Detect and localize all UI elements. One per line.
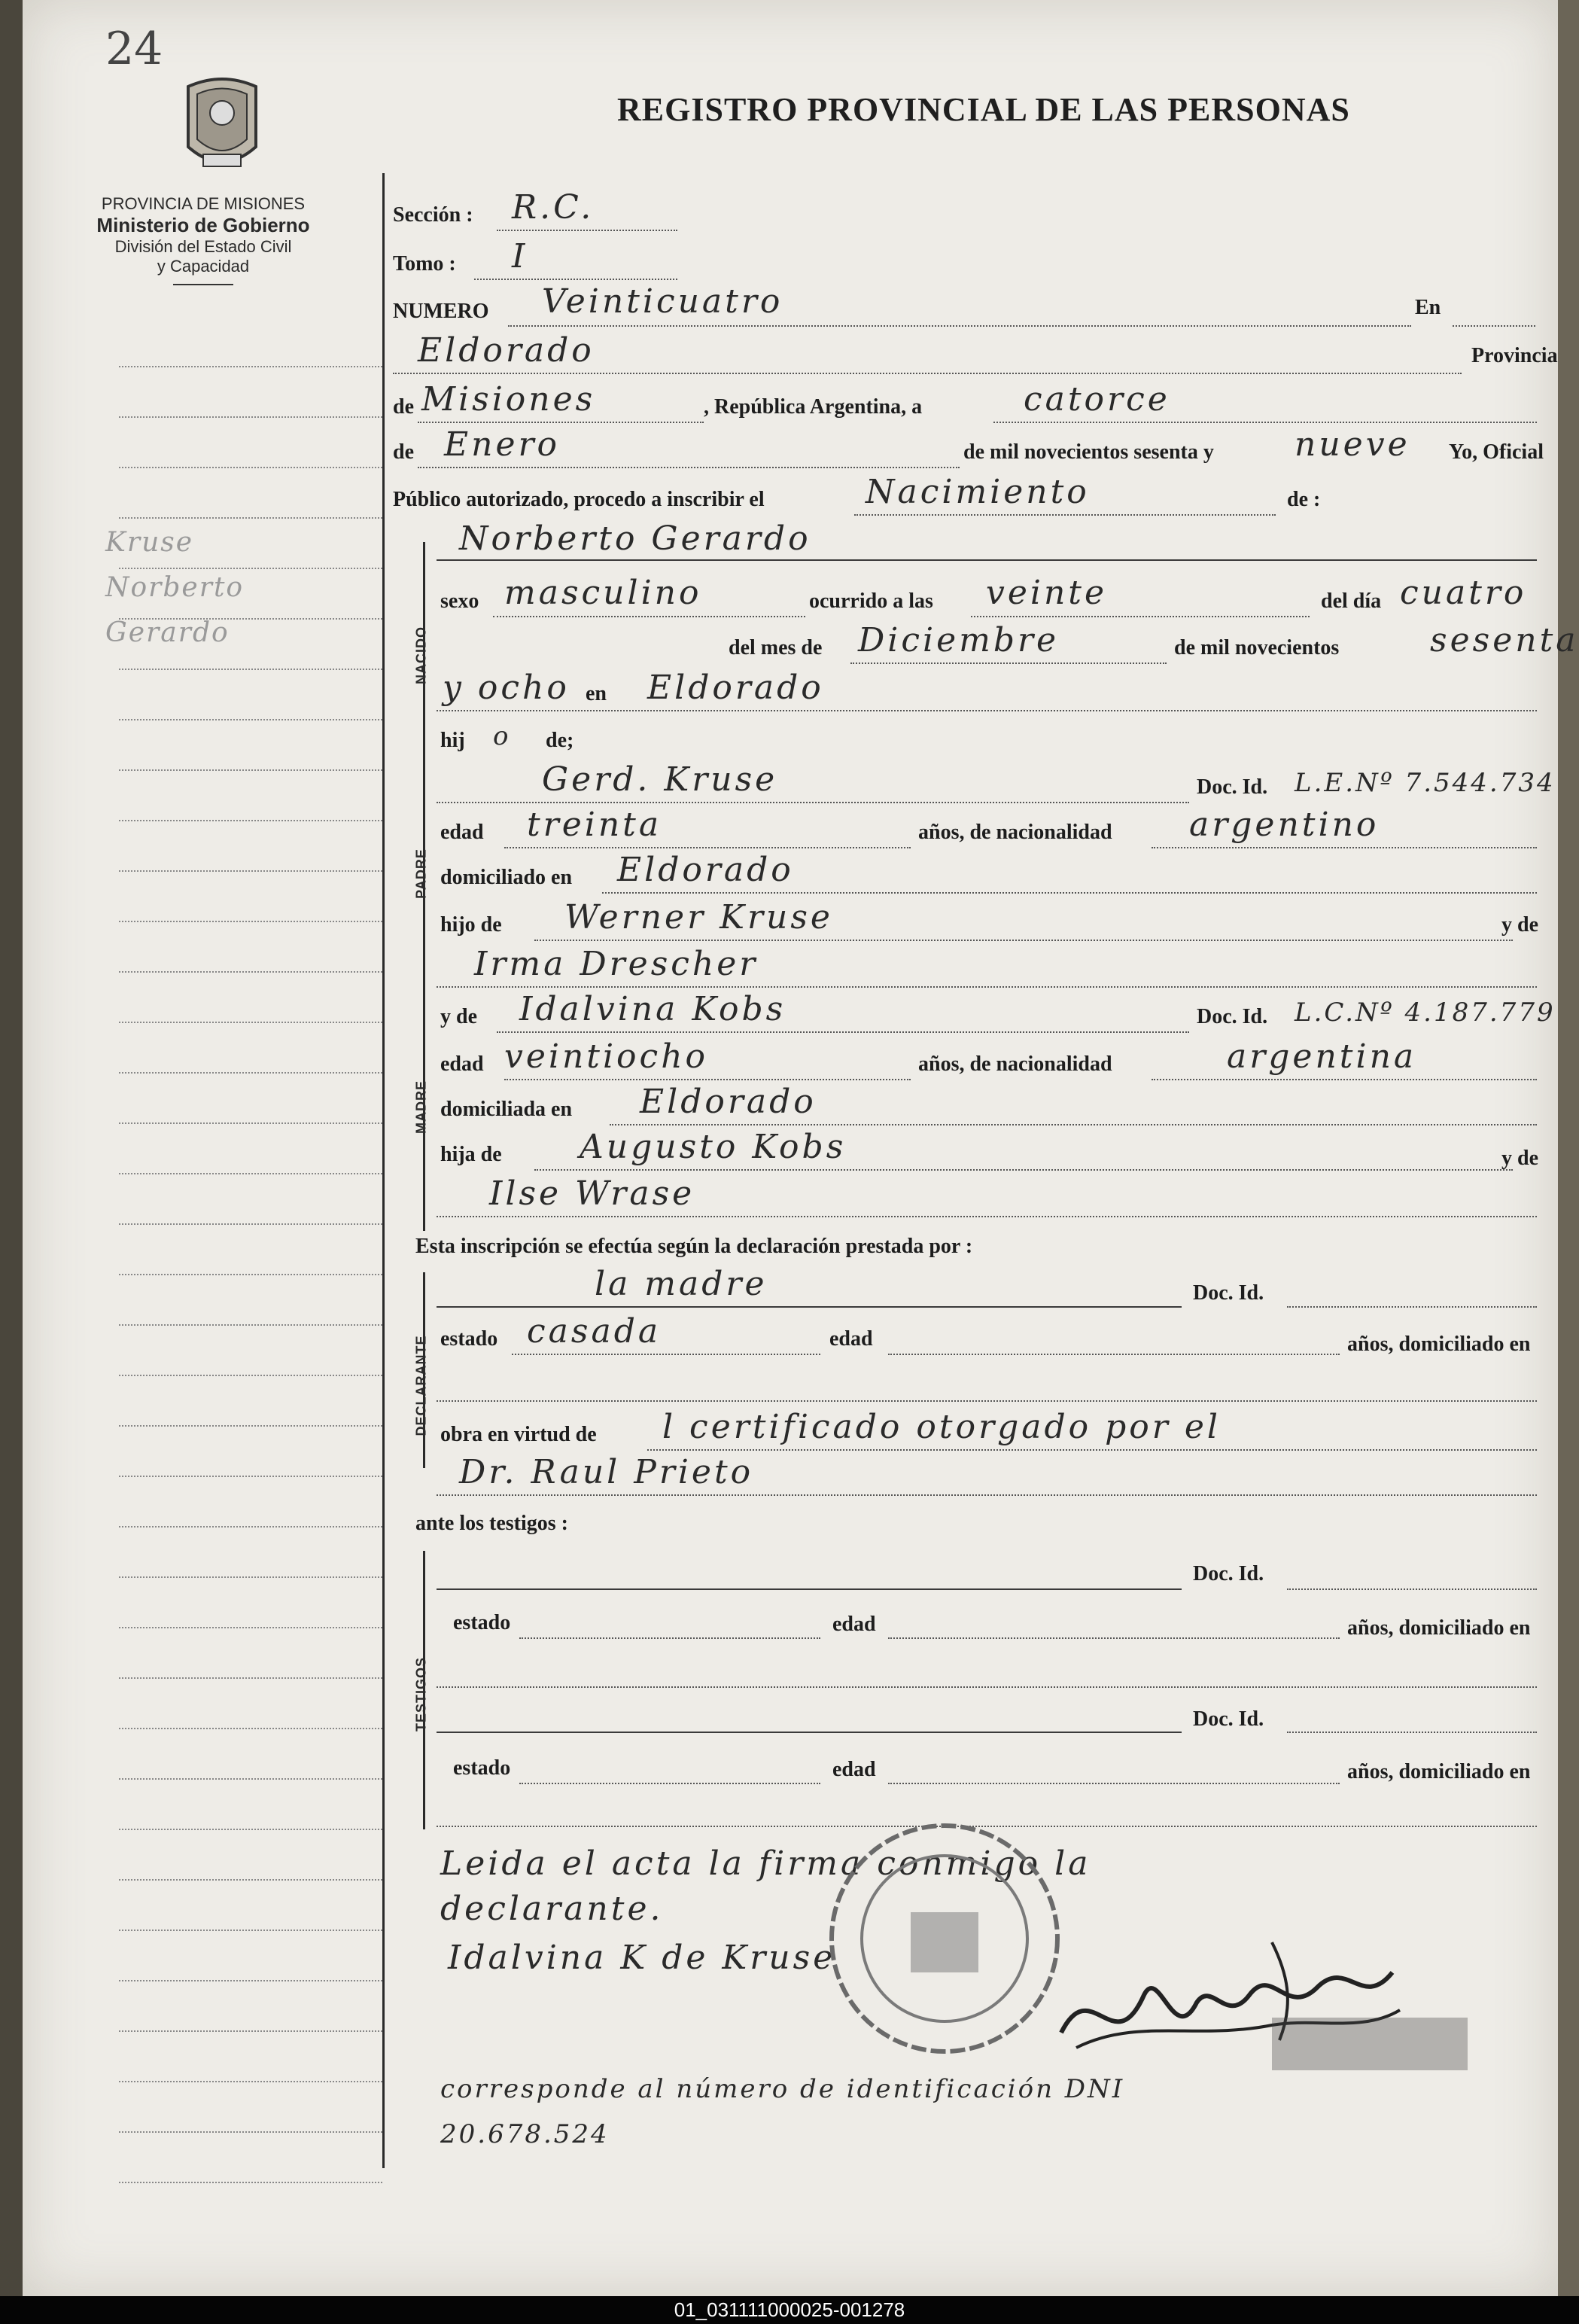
page-number: 24 — [105, 23, 163, 75]
value-dia-letra: catorce — [1024, 380, 1170, 419]
label-testigo2-doc: Doc. Id. — [1193, 1707, 1264, 1731]
label-padre-hijo-de: hijo de — [440, 913, 502, 937]
label-madre-hija-de: hija de — [440, 1143, 502, 1166]
value-padre-nombre: Gerd. Kruse — [542, 760, 778, 799]
value-lugar: Eldorado — [418, 331, 595, 370]
division-name: División del Estado Civil — [114, 237, 292, 256]
value-padre-doc: L.E.Nº 7.544.734 — [1295, 768, 1556, 798]
document-title: REGISTRO PROVINCIAL DE LAS PERSONAS — [617, 91, 1350, 128]
section-label-padre: PADRE — [413, 848, 429, 899]
division-name-2: y Capacidad — [157, 257, 250, 276]
value-padre-dom: Eldorado — [617, 851, 794, 889]
ministry-name: Ministerio de Gobierno — [96, 214, 310, 236]
margin-note-name-1: Norberto — [105, 572, 245, 603]
section-label-declarante: DECLARANTE — [413, 1335, 429, 1436]
value-nota-2: 20.678.524 — [440, 2119, 610, 2149]
value-anio-nac-1: sesenta — [1430, 621, 1579, 659]
label-testigo2-anos-dom: años, domiciliado en — [1347, 1760, 1531, 1783]
label-tomo: Tomo : — [393, 252, 456, 276]
value-padre-madre: Irma Drescher — [474, 945, 759, 983]
value-dia-nac: cuatro — [1400, 574, 1527, 612]
value-padre-padre: Werner Kruse — [564, 898, 833, 937]
value-nota-1: corresponde al número de identificación DNI — [440, 2074, 1125, 2104]
secondary-stamp — [1272, 2018, 1468, 2070]
book-edge — [1558, 0, 1579, 2324]
value-lugar-nac: Eldorado — [647, 669, 824, 707]
value-madre-madre: Ilse Wrase — [489, 1174, 695, 1213]
value-sexo: masculino — [504, 574, 702, 612]
label-ante-testigos: ante los testigos : — [415, 1512, 568, 1535]
value-obra-2: Dr. Raul Prieto — [459, 1453, 754, 1491]
label-numero: NUMERO — [393, 300, 489, 323]
value-seccion: R.C. — [512, 188, 595, 227]
divider — [173, 284, 233, 285]
label-padre-doc: Doc. Id. — [1197, 775, 1268, 799]
issuing-authority — [75, 194, 331, 285]
label-madre-y-de-2: y de — [1501, 1147, 1538, 1170]
label-madre-dom: domiciliada en — [440, 1098, 573, 1121]
label-padre-nac: años, de nacionalidad — [918, 821, 1112, 844]
value-mes-nac: Diciembre — [858, 621, 1060, 659]
value-hora: veinte — [986, 574, 1108, 612]
value-padre-nac: argentino — [1189, 806, 1380, 844]
label-declarante-anos-dom: años, domiciliado en — [1347, 1333, 1531, 1356]
label-de-colon: de : — [1287, 488, 1321, 511]
value-madre-doc: L.C.Nº 4.187.779 — [1295, 998, 1556, 1028]
label-hij: hij — [440, 729, 465, 752]
label-ocurrido: ocurrido a las — [809, 589, 933, 613]
label-en-lower: en — [586, 682, 607, 705]
label-madre-nac: años, de nacionalidad — [918, 1052, 1112, 1076]
label-de-mil-nov: de mil novecientos — [1174, 636, 1340, 659]
label-madre-edad: edad — [440, 1052, 484, 1076]
value-anio: nueve — [1295, 425, 1410, 464]
label-de-semicolon: de; — [546, 729, 574, 752]
label-del-dia: del día — [1321, 589, 1382, 613]
label-padre-y-de: y de — [1501, 913, 1538, 937]
label-de-2: de — [393, 440, 414, 464]
label-del-mes: del mes de — [729, 636, 823, 659]
value-madre-edad: veintiocho — [504, 1037, 709, 1076]
label-testigo2-edad: edad — [832, 1758, 876, 1781]
value-declarante: la madre — [595, 1265, 768, 1303]
value-madre-padre: Augusto Kobs — [580, 1128, 847, 1166]
value-mes: Enero — [444, 425, 561, 464]
label-obra: obra en virtud de — [440, 1423, 597, 1446]
label-en: En — [1415, 296, 1441, 319]
label-madre-y-de: y de — [440, 1005, 477, 1028]
value-nombre: Norberto Gerardo — [459, 519, 811, 558]
value-tomo: I — [512, 237, 528, 276]
value-padre-edad: treinta — [527, 806, 662, 844]
label-yo-oficial: Yo, Oficial — [1449, 440, 1544, 464]
label-republica: , República Argentina, a — [704, 395, 923, 419]
label-de-1: de — [393, 395, 414, 419]
value-declarante-estado: casada — [527, 1312, 662, 1351]
label-testigo1-doc: Doc. Id. — [1193, 1562, 1264, 1585]
label-declarante-edad: edad — [829, 1327, 873, 1351]
label-padre-edad: edad — [440, 821, 484, 844]
official-stamp — [820, 1814, 1069, 2063]
label-padre-dom: domiciliado en — [440, 866, 573, 889]
margin-note-surname: Kruse — [105, 527, 194, 558]
coat-of-arms-seal — [181, 72, 263, 177]
value-madre-nombre: Idalvina Kobs — [519, 990, 786, 1028]
value-firma-declarante: Idalvina K de Kruse — [448, 1939, 836, 1977]
label-testigo1-edad: edad — [832, 1613, 876, 1636]
book-binding — [0, 0, 23, 2324]
image-id-bar: 01_031111000025-001278 — [0, 2296, 1579, 2324]
section-label-nacido: NACIDO — [413, 626, 429, 684]
value-cierre-2: declarante. — [440, 1890, 664, 1928]
value-madre-nac: argentina — [1227, 1037, 1417, 1076]
margin-note-name-2: Gerardo — [105, 617, 230, 648]
label-testigo2-estado: estado — [453, 1756, 511, 1780]
label-seccion: Sección : — [393, 203, 473, 227]
label-de-mil: de mil novecientos sesenta y — [963, 440, 1214, 464]
register-page — [23, 0, 1579, 2296]
label-declarante-doc: Doc. Id. — [1193, 1281, 1264, 1305]
value-provincia: Misiones — [421, 380, 596, 419]
label-madre-doc: Doc. Id. — [1197, 1005, 1268, 1028]
province-name: PROVINCIA DE MISIONES — [101, 194, 306, 213]
label-testigo1-anos-dom: años, domiciliado en — [1347, 1616, 1531, 1640]
label-publico: Público autorizado, procedo a inscribir el — [393, 488, 765, 511]
label-declarante-estado: estado — [440, 1327, 498, 1351]
section-label-testigos: TESTIGOS — [413, 1657, 429, 1732]
label-provincia: Provincia — [1471, 344, 1558, 367]
value-numero: Veinticuatro — [542, 282, 783, 321]
value-hij-suffix: o — [493, 721, 511, 751]
value-acto: Nacimiento — [866, 473, 1090, 511]
value-madre-dom: Eldorado — [640, 1083, 817, 1121]
label-esta-inscripcion: Esta inscripción se efectúa según la declaración prestada por : — [415, 1235, 973, 1258]
label-sexo: sexo — [440, 589, 479, 613]
main-vertical-rule — [382, 173, 385, 2168]
section-label-madre: MADRE — [413, 1080, 429, 1134]
value-obra-1: l certificado otorgado por el — [662, 1408, 1221, 1446]
label-testigo1-estado: estado — [453, 1611, 511, 1634]
value-anio-nac-2: y ocho — [443, 669, 570, 707]
value-cierre-1: Leida el acta la firma conmigo la — [440, 1844, 1091, 1883]
